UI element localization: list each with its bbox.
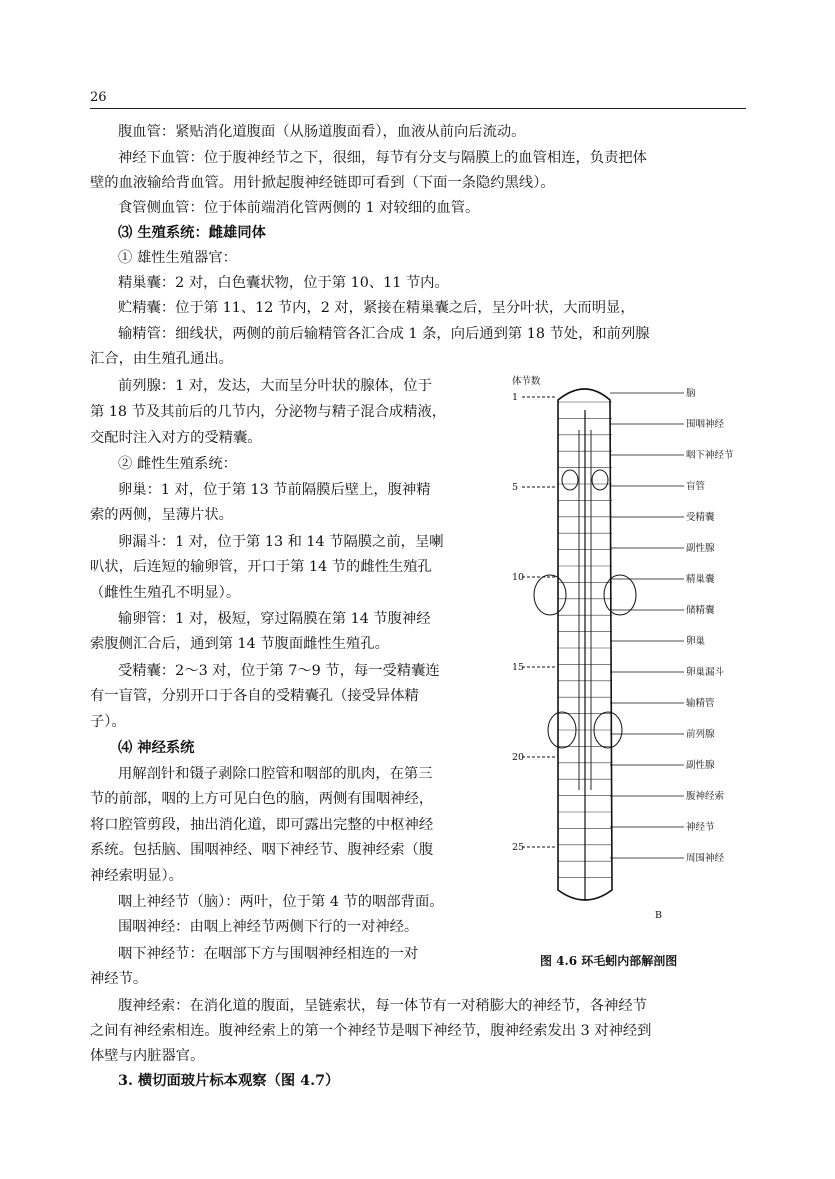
text-line: ① 雄性生殖器官： <box>118 250 237 266</box>
spermatheca-right <box>592 470 608 490</box>
text-line: 神经索明显）。 <box>90 868 183 884</box>
earthworm-anatomy-figure <box>500 370 790 930</box>
text-line: 体壁与内脏器官。 <box>90 1048 205 1064</box>
seminal-vesicle-right <box>604 575 636 615</box>
spermatheca-left <box>562 470 578 490</box>
page-number: 26 <box>90 90 107 105</box>
figure-label: 副性腺 <box>686 760 715 771</box>
panel-letter: B <box>655 910 662 921</box>
text-line: 神经下血管：位于腹神经节之下，很细，每节有分支与隔膜上的血管相连，负责把体 <box>118 150 647 166</box>
text-line: 腹血管：紧贴消化道腹面（从肠道腹面看），血液从前向后流动。 <box>118 124 526 140</box>
segment-number: 20 <box>512 752 525 763</box>
figure-label: 储精囊 <box>686 605 715 616</box>
figure-label: 腹神经索 <box>686 791 725 802</box>
text-line: 壁的血液输给背血管。用针掀起腹神经链即可看到（下面一条隐约黑线）。 <box>90 175 555 191</box>
text-line: 贮精囊：位于第 11、12 节内，2 对，紧接在精巢囊之后，呈分叶状，大而明显， <box>118 300 635 316</box>
segment-number: 1 <box>512 392 519 403</box>
figure-label: 前列腺 <box>686 729 715 740</box>
figure-label: 咽下神经节 <box>686 450 734 461</box>
text-line: 有一盲管，分别开口于各自的受精囊孔（接受异体精 <box>90 688 419 704</box>
text-line: 前列腺：1 对，发达，大而呈分叶状的腺体，位于 <box>118 378 432 394</box>
figure-label: 围咽神经 <box>686 419 725 430</box>
figure-label: 精巢囊 <box>686 574 715 585</box>
segment-numbers <box>512 392 556 853</box>
figure-label: 副性腺 <box>686 543 715 554</box>
figure-label: 周围神经 <box>686 853 725 864</box>
segment-number: 5 <box>512 482 519 493</box>
text-line: 子）。 <box>90 714 126 730</box>
figure-label: 脑 <box>686 388 696 399</box>
figure-caption: 图 4.6 环毛蚓内部解剖图 <box>540 954 678 968</box>
text-line: 第 18 节及其前后的几节内，分泌物与精子混合成精液， <box>90 404 447 420</box>
text-line: 交配时注入对方的受精囊。 <box>90 430 262 446</box>
figure-label: 神经节 <box>686 822 715 833</box>
text-line: 咽上神经节（脑）：两叶，位于第 4 节的咽部背面。 <box>118 894 444 910</box>
figure-label: 卵巢漏斗 <box>686 667 725 678</box>
segment-number: 10 <box>512 572 525 583</box>
text-line: 精巢囊：2 对，白色囊状物，位于第 10、11 节内。 <box>118 275 449 291</box>
figure-label: 受精囊 <box>686 512 715 523</box>
text-line: 卵巢：1 对，位于第 13 节前隔膜后壁上，腹神精 <box>118 482 431 498</box>
text-line: 用解剖针和镊子剥除口腔管和咽部的肌肉，在第三 <box>118 766 433 782</box>
text-line: 围咽神经：由咽上神经节两侧下行的一对神经。 <box>118 919 419 935</box>
segment-number: 25 <box>512 842 525 853</box>
text-line: 节的前部，咽的上方可见白色的脑，两侧有围咽神经， <box>90 791 434 807</box>
text-line: 受精囊：2～3 对，位于第 7～9 节，每一受精囊连 <box>118 663 440 679</box>
text-line: ② 雌性生殖系统： <box>118 456 237 472</box>
text-line: 腹神经索：在消化道的腹面，呈链索状，每一体节有一对稍膨大的神经节，各神经节 <box>118 998 647 1014</box>
figure-label: 输精管 <box>686 698 715 709</box>
seminal-vesicle-left <box>534 575 566 615</box>
figure-label: 卵巢 <box>686 636 706 647</box>
text-line: 叭状，后连短的输卵管，开口于第 14 节的雌性生殖孔 <box>90 559 432 575</box>
section-heading: ⑶ 生殖系统：雌雄同体 <box>118 225 266 241</box>
text-line: 索的两侧，呈薄片状。 <box>90 507 233 523</box>
text-line: 之间有神经索相连。腹神经索上的第一个神经节是咽下神经节，腹神经索发出 3 对神经到 <box>90 1023 652 1039</box>
text-line: 输精管：细线状，两侧的前后输精管各汇合成 1 条，向后通到第 18 节处，和前列腺 <box>118 326 650 342</box>
figure-labels <box>610 388 734 864</box>
text-line: 咽下神经节：在咽部下方与围咽神经相连的一对 <box>118 946 419 962</box>
header-rule <box>90 108 746 109</box>
text-line: 索腹侧汇合后，通到第 14 节腹面雌性生殖孔。 <box>90 636 389 652</box>
section-heading: 3. 横切面玻片标本观察（图 4.7） <box>118 1073 340 1089</box>
segment-number: 15 <box>512 662 525 673</box>
figure-label: 盲管 <box>686 481 706 492</box>
segment-header: 体节数 <box>512 376 541 387</box>
text-line: 汇合，由生殖孔通出。 <box>90 351 233 367</box>
text-line: 神经节。 <box>90 971 148 987</box>
text-line: 系统。包括脑、围咽神经、咽下神经节、腹神经索（腹 <box>90 842 434 858</box>
text-line: 食管侧血管：位于体前端消化管两侧的 1 对较细的血管。 <box>118 200 480 216</box>
text-line: 卵漏斗：1 对，位于第 13 和 14 节隔膜之前，呈喇 <box>118 534 444 550</box>
text-line: （雌性生殖孔不明显）。 <box>90 585 241 601</box>
text-line: 输卵管：1 对，极短，穿过隔膜在第 14 节腹神经 <box>118 611 431 627</box>
text-line: 将口腔管剪段，抽出消化道，即可露出完整的中枢神经 <box>90 817 434 833</box>
section-heading: ⑷ 神经系统 <box>118 740 195 756</box>
